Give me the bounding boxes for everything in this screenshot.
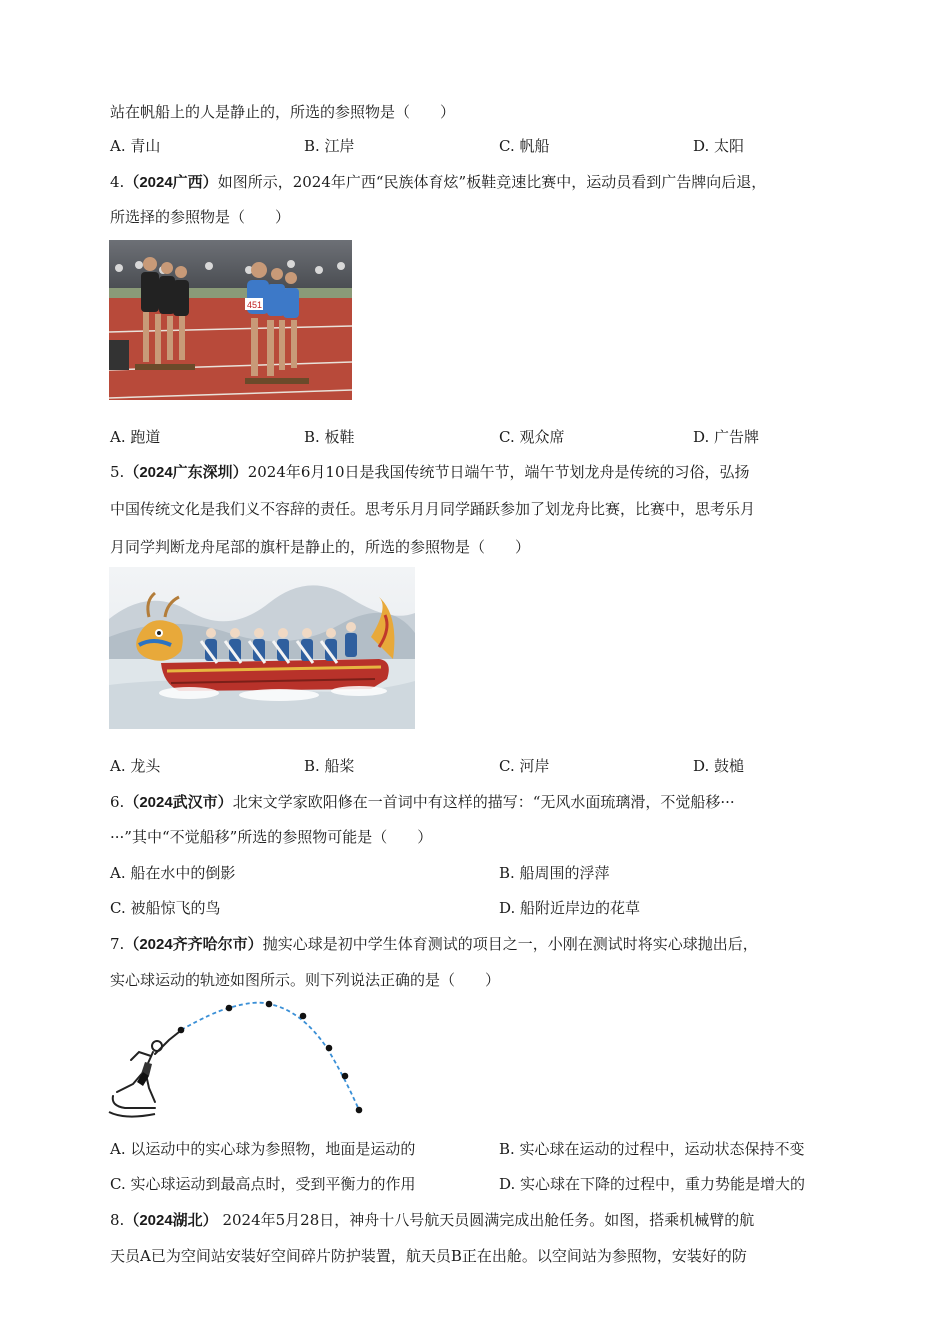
- q7-option-b: B. 实心球在运动的过程中，运动状态保持不变: [499, 1140, 805, 1158]
- q6-option-a: A. 船在水中的倒影: [110, 864, 236, 882]
- q6-option-b: B. 船周围的浮萍: [499, 864, 610, 882]
- q5-option-b: B. 船桨: [304, 757, 355, 775]
- q7-option-a: A. 以运动中的实心球为参照物，地面是运动的: [110, 1140, 416, 1158]
- q6-number: 6.: [110, 793, 125, 811]
- q3-stem-tail: 站在帆船上的人是静止的，所选的参照物是（ ）: [110, 103, 456, 121]
- q5-option-a: A. 龙头: [110, 757, 161, 775]
- q6-option-d: D. 船附近岸边的花草: [499, 899, 641, 917]
- trajectory-point: [342, 1073, 349, 1080]
- q4-option-a: A. 跑道: [110, 428, 161, 446]
- q6-source: （2024武汉市）: [124, 794, 233, 811]
- q4-source: （2024广西）: [124, 174, 218, 191]
- q3-option-d: D. 太阳: [693, 137, 745, 155]
- q6-stem-line2: ···”其中“不觉船移”所选的参照物可能是（ ）: [110, 828, 433, 846]
- q3-option-b: B. 江岸: [304, 137, 355, 155]
- q5-option-c: C. 河岸: [499, 757, 550, 775]
- q4-text: 如图所示，2024年广西“民族体育炫”板鞋竞速比赛中，运动员看到广告牌向后退，: [217, 173, 767, 191]
- trajectory-point: [326, 1045, 333, 1052]
- q7-text: 抛实心球是初中学生体育测试的项目之一，小刚在测试时将实心球抛出后，: [262, 935, 758, 953]
- q7-option-d: D. 实心球在下降的过程中，重力势能是增大的: [499, 1175, 806, 1193]
- q4-stem-line1: [110, 172, 766, 193]
- trajectory-point: [266, 1001, 273, 1008]
- q6-text: 北宋文学家欧阳修在一首词中有这样的描写：“无风水面琉璃滑，不觉船移···: [232, 793, 735, 811]
- trajectory-point: [226, 1005, 233, 1012]
- q8-text: 2024年5月28日，神舟十八号航天员圆满完成出舱任务。如图，搭乘机械臂的航: [217, 1211, 755, 1229]
- q4-stem-line2: 所选择的参照物是（ ）: [110, 208, 291, 226]
- q4-number: 4.: [110, 173, 125, 191]
- q8-number: 8.: [110, 1211, 125, 1229]
- q5-stem-line1: [110, 462, 750, 483]
- q3-option-a: A. 青山: [110, 137, 161, 155]
- q7-stem-line1: [110, 934, 758, 955]
- q8-stem-line1: [110, 1210, 754, 1231]
- q8-stem-line2: 天员A已为空间站安装好空间碎片防护装置，航天员B正在出舱。以空间站为参照物，安装好的防: [110, 1247, 747, 1265]
- q5-stem-line2: 中国传统文化是我们义不容辞的责任。思考乐月月同学踊跃参加了划龙舟比赛，比赛中，思考乐月: [110, 500, 756, 518]
- q7-source: （2024齐齐哈尔市）: [124, 936, 263, 953]
- dragon-boat-illustration: [109, 567, 415, 729]
- q4-option-c: C. 观众席: [499, 428, 565, 446]
- q5-text: 2024年6月10日是我国传统节日端午节，端午节划龙舟是传统的习俗，弘扬: [247, 463, 750, 481]
- q7-stem-line2: 实心球运动的轨迹如图所示。则下列说法正确的是（ ）: [110, 971, 501, 989]
- q5-number: 5.: [110, 463, 125, 481]
- q7-option-c: C. 实心球运动到最高点时，受到平衡力的作用: [110, 1175, 416, 1193]
- q6-stem-line1: [110, 792, 735, 813]
- shot-throw-diagram: [105, 996, 367, 1122]
- trajectory-curve: [181, 1003, 359, 1110]
- q7-number: 7.: [110, 935, 125, 953]
- q8-source: （2024湖北）: [124, 1212, 218, 1229]
- trajectory-point: [356, 1107, 363, 1114]
- relay-race-photo: [109, 240, 352, 400]
- q4-option-d: D. 广告牌: [693, 428, 760, 446]
- q5-option-d: D. 鼓槌: [693, 757, 745, 775]
- trajectory-point: [300, 1013, 307, 1020]
- q5-source: （2024广东深圳）: [124, 464, 248, 481]
- q6-option-c: C. 被船惊飞的鸟: [110, 899, 221, 917]
- q4-option-b: B. 板鞋: [304, 428, 355, 446]
- bib-number: 451: [247, 300, 263, 310]
- q5-stem-line3: 月同学判断龙舟尾部的旗杆是静止的，所选的参照物是（ ）: [110, 538, 531, 556]
- q3-option-c: C. 帆船: [499, 137, 550, 155]
